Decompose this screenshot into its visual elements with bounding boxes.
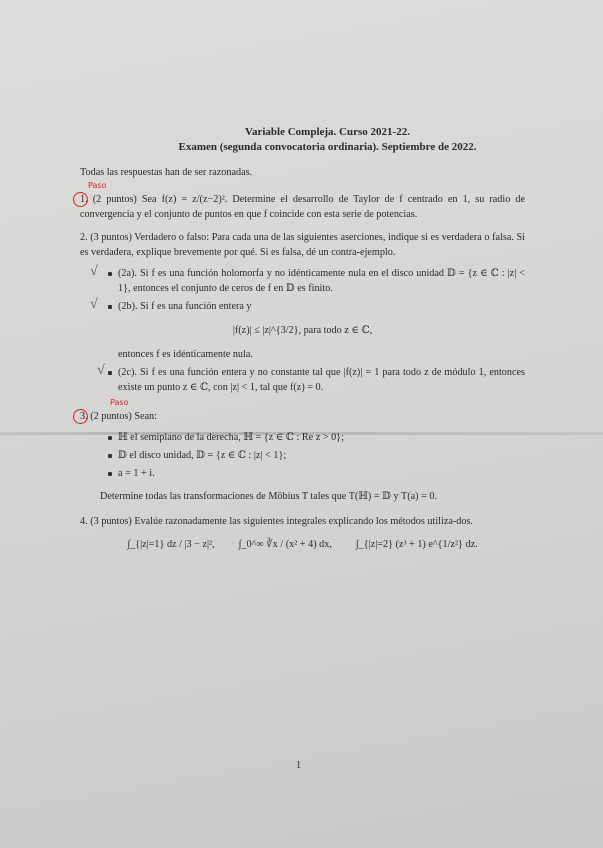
bullet-icon xyxy=(108,472,112,476)
question-3-block xyxy=(80,398,525,424)
q1-annotation: Paso xyxy=(88,181,107,190)
q3-bullet: 𝔻 el disco unidad, 𝔻 = {z ∈ ℂ : |z| < 1}; xyxy=(118,450,287,461)
bullet-icon xyxy=(108,272,112,276)
q3-bullet-item xyxy=(118,448,525,463)
question-4: 4. (3 puntos) Evalúe razonadamente las siguientes integrales explicando los métodos utiliza-dos. xyxy=(80,516,473,527)
integral-1: ∫_{|z|=1} dz / |3 − z|², xyxy=(127,539,215,550)
integrals-row xyxy=(80,537,525,552)
q3-bullet: ℍ el semiplano de la derecha, ℍ = {z ∈ ℂ : Re z > 0}; xyxy=(118,432,344,443)
question-1: 1. (2 puntos) Sea f(z) = z/(z−2)². Determine el desarrollo de Taylor de f centrado en 1, su radio de convergencia y el conjunto de puntos en que f coincide con esta serie de potencias. xyxy=(80,194,525,220)
bullet-icon xyxy=(108,454,112,458)
check-mark-icon: √ xyxy=(90,264,98,279)
q3-annotation: Paso xyxy=(110,398,129,407)
question-3: 3. (2 puntos) Sean: xyxy=(80,411,157,422)
question-2b: (2b). Si f es una función entera y xyxy=(118,301,252,312)
q3-bullet: a = 1 + i. xyxy=(118,468,155,479)
question-3-end: Determine todas las transformaciones de Möbius T tales que T(ℍ) = 𝔻 y T(a) = 0. xyxy=(100,491,438,502)
check-mark-icon: √ xyxy=(90,297,98,312)
question-2c: (2c). Si f es una función entera y no constante tal que |f(z)| = 1 para todo z de módulo 1, entonces existe un punto z ∈ ℂ, con |z| < 1, tal que f(z) = 0. xyxy=(118,367,525,393)
q1-circle-mark xyxy=(73,192,88,207)
question-2b-item xyxy=(90,297,525,314)
exam-page xyxy=(80,125,525,552)
question-2a-item xyxy=(90,264,525,296)
bullet-icon xyxy=(108,371,112,375)
check-mark-icon: √ xyxy=(97,363,105,378)
bullet-icon xyxy=(108,436,112,440)
question-2b-end: entonces f es idénticamente nula. xyxy=(118,349,253,360)
integral-2: ∫_0^∞ ∛x / (x² + 4) dx, xyxy=(238,539,332,550)
integral-3: ∫_{|z|=2} (z³ + 1) e^{1/z²} dz. xyxy=(355,539,478,550)
bullet-icon xyxy=(108,305,112,309)
intro-text: Todas las respuestas han de ser razonadas. xyxy=(80,167,253,178)
exam-title: Variable Compleja. Curso 2021-22. xyxy=(245,126,410,138)
exam-subtitle: Examen (segunda convocatoria ordinaria). Septiembre de 2022. xyxy=(178,141,477,153)
q3-circle-mark xyxy=(73,409,88,424)
question-1-block xyxy=(80,181,525,222)
question-2: 2. (3 puntos) Verdadero o falso: Para cada una de las siguientes aserciones, indique si es verdadera o falsa. Si es verdadera, explique brevemente por qué. Si es falsa, dé un contra-ejemplo. xyxy=(80,232,525,258)
question-2b-formula: |f(z)| ≤ |z|^{3/2}, para todo z ∈ ℂ, xyxy=(232,325,373,336)
q3-bullet-item xyxy=(118,466,525,481)
question-2c-item xyxy=(97,363,525,395)
q3-bullet-item xyxy=(118,430,525,445)
page-number: 1 xyxy=(296,760,302,771)
question-2a: (2a). Si f es una función holomorfa y no idénticamente nula en el disco unidad 𝔻 = {z ∈ ℂ : |z| < 1}, entonces el conjunto de ceros de f en 𝔻 es finito. xyxy=(118,268,525,294)
